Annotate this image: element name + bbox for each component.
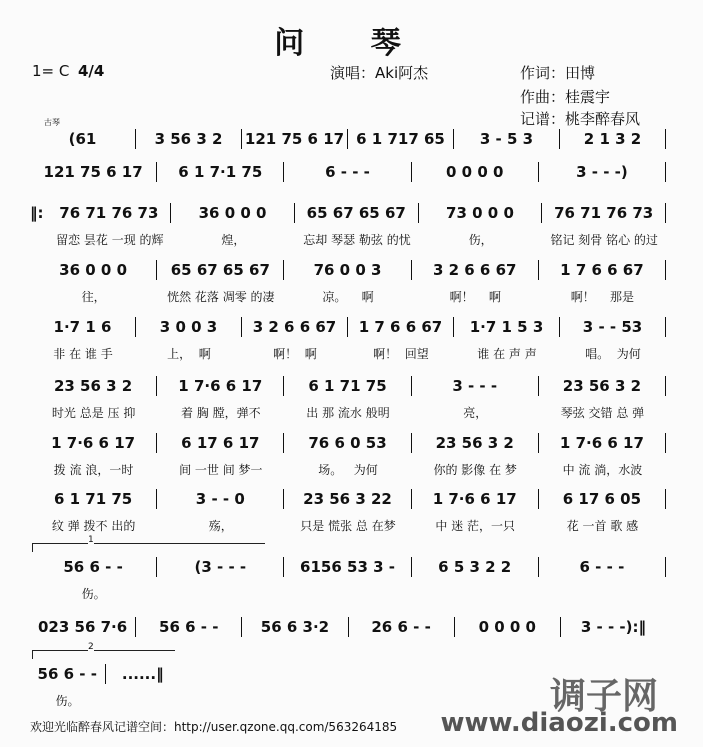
lyric: 间 一世 间 梦一 xyxy=(179,463,263,477)
bar-line xyxy=(665,203,666,223)
lyric xyxy=(105,692,180,709)
lyric xyxy=(539,585,666,602)
volta-2 xyxy=(32,642,175,659)
lyric: 着 胸 膛，弹不 xyxy=(180,406,261,420)
lyric: 时光 总是 压 抑 xyxy=(51,406,136,420)
lyric: 往， xyxy=(81,290,106,304)
measure: 76 71 76 73 xyxy=(554,204,654,222)
lyric: 纹 弹 拨不 出的 xyxy=(51,519,136,533)
measure: 3 - - - xyxy=(452,377,498,395)
measure: 56 6 - - xyxy=(37,665,97,683)
lyric: 拨 流 浪，一时 xyxy=(53,463,134,477)
notation-row xyxy=(30,203,666,223)
lyric: 中 迷 茫，一只 xyxy=(435,519,516,533)
lyric: 恍然 花落 凋零 的凄 xyxy=(167,290,275,304)
lyric: 啊！ 啊 xyxy=(449,290,501,304)
measure: 6 17 6 05 xyxy=(562,490,642,508)
measure: 1·7 1 5 3 xyxy=(469,318,544,336)
time-signature: 4/4 xyxy=(78,62,105,80)
measure: 3 0 0 3 xyxy=(159,318,218,336)
lyric: 非 在 谁 手 xyxy=(53,347,113,361)
watermark-url: www.diaozi.com xyxy=(440,708,678,738)
measure: 65 67 65 67 xyxy=(170,261,270,279)
lyrics-row xyxy=(30,692,180,709)
measure: 1·7 1 6 xyxy=(53,318,112,336)
lyric: 煌， xyxy=(221,233,246,247)
lyric: 上， 啊 xyxy=(167,347,211,361)
measure: 6 1 717 65 xyxy=(356,130,445,148)
measure: 0 0 0 0 xyxy=(446,163,504,181)
key-signature: 1= C xyxy=(32,62,70,80)
measure: 6 1 71 75 xyxy=(308,377,387,395)
volta-1 xyxy=(32,535,265,552)
measure: 121 75 6 17 xyxy=(244,130,345,148)
transcriber: 记谱：桃李醉春风 xyxy=(520,110,641,128)
bar-line xyxy=(665,557,666,577)
lyric: 啊！ 那是 xyxy=(570,290,635,304)
measure: 3 - 5 3 xyxy=(479,130,534,148)
lyrics-row xyxy=(30,288,666,305)
notation-row xyxy=(30,162,666,182)
notation-row xyxy=(30,557,666,577)
measure: 23 56 3 2 xyxy=(53,377,133,395)
notation-row xyxy=(30,433,666,453)
lyrics-row xyxy=(30,585,666,602)
notation-row xyxy=(30,129,666,149)
measure: 6 1 71 75 xyxy=(53,490,133,508)
bar-line xyxy=(665,489,666,509)
lyric: 中 流 淌，水波 xyxy=(562,463,643,477)
measure: 023 56 7·6 xyxy=(37,618,128,636)
lyricist: 作词：田博 xyxy=(520,64,596,82)
lyric: 留恋 昙花 一现 的辉 xyxy=(56,233,164,247)
measure: 36 0 0 0 xyxy=(198,204,267,222)
notation-row xyxy=(30,489,666,509)
bar-line xyxy=(665,317,666,337)
measure: 6 - - - xyxy=(325,163,370,181)
lyric: 啊！ 回望 xyxy=(373,347,429,361)
measure: 3 - - 53 xyxy=(582,318,643,336)
measure: 23 56 3 2 xyxy=(435,434,514,452)
measure: 73 0 0 0 xyxy=(446,204,514,222)
measure: 3 - - 0 xyxy=(195,490,245,508)
composer: 作曲：桂震宇 xyxy=(520,88,611,106)
measure: (61 xyxy=(68,130,97,148)
measure: 1 7·6 6 17 xyxy=(559,434,644,452)
measure: 3 - - -) xyxy=(576,163,628,181)
footer-link[interactable]: 欢迎光临醉春风记谱空间：http://user.qzone.qq.com/563264185 xyxy=(30,720,398,734)
song-title: 问 琴 xyxy=(274,26,429,61)
measure: 3 - - -):‖ xyxy=(580,618,647,636)
measure: 1 7·6 6 17 xyxy=(51,434,136,452)
notation-row xyxy=(30,617,666,637)
bar-line xyxy=(665,433,666,453)
volta-1-label: 1 xyxy=(88,535,94,545)
measure: 36 0 0 0 xyxy=(59,261,128,279)
lyric: 殇， xyxy=(208,519,233,533)
measure: 2 1 3 2 xyxy=(583,130,642,148)
lyric: 伤， xyxy=(468,233,493,247)
measure: 76 0 0 3 xyxy=(313,261,382,279)
measure: 0 0 0 0 xyxy=(478,618,536,636)
measure: 1 7 6 6 67 xyxy=(560,261,644,279)
measure: 56 6 - - xyxy=(159,618,219,636)
bar-line xyxy=(665,162,666,182)
lyric: 忘却 琴瑟 勒弦 的忧 xyxy=(303,233,411,247)
measure: 76 6 0 53 xyxy=(308,434,387,452)
notation-row xyxy=(30,376,666,396)
measure: 1 7 6 6 67 xyxy=(358,318,443,336)
lyrics-row xyxy=(30,461,666,478)
lyric: 出 那 流水 般明 xyxy=(306,406,390,420)
measure: 121 75 6 17 xyxy=(43,163,143,181)
measure: 6 - - - xyxy=(579,558,625,576)
lyric: 啊！ 啊 xyxy=(273,347,317,361)
instrument-label: 古琴 xyxy=(44,118,60,127)
repeat-start: ‖: xyxy=(30,204,44,222)
lyric: 伤。 xyxy=(55,694,80,708)
lyric: 伤。 xyxy=(81,587,106,601)
lyrics-row xyxy=(30,231,666,248)
bar-line xyxy=(665,129,666,149)
lyric: 凉。 啊 xyxy=(322,290,374,304)
lyric: 花 一首 歌 感 xyxy=(566,519,639,533)
volta-2-label: 2 xyxy=(88,642,94,652)
bar-line xyxy=(665,260,666,280)
measure: 1 7·6 6 17 xyxy=(432,490,517,508)
lyric: 你的 影像 在 梦 xyxy=(433,463,517,477)
measure: 3 2 6 6 67 xyxy=(432,261,517,279)
measure: 23 56 3 2 xyxy=(562,377,642,395)
measure: 56 6 3·2 xyxy=(260,618,330,636)
lyric: 铭记 刻骨 铭心 的过 xyxy=(550,233,658,247)
lyric: 亮， xyxy=(463,406,488,420)
measure: 65 67 65 67 xyxy=(306,204,406,222)
singer: 演唱：Aki阿杰 xyxy=(330,64,429,82)
notation-row xyxy=(30,317,666,337)
measure: (3 - - - xyxy=(194,558,247,576)
lyric xyxy=(284,585,411,602)
lyric: 只是 慌张 总 在梦 xyxy=(300,519,396,533)
measure: 23 56 3 22 xyxy=(303,490,392,508)
measure: 6 5 3 2 2 xyxy=(438,558,512,576)
lyric xyxy=(157,585,284,602)
lyrics-row xyxy=(30,517,666,534)
lyrics-indent xyxy=(30,231,48,248)
bar-line xyxy=(665,376,666,396)
lyric: 唱。 为何 xyxy=(585,347,641,361)
lyric xyxy=(412,585,539,602)
watermark-logo: 调子网 xyxy=(549,676,658,717)
measure: 6 1 7·1 75 xyxy=(178,163,263,181)
measure: ......‖ xyxy=(121,665,164,683)
notation-row xyxy=(30,260,666,280)
lyrics-row xyxy=(30,404,666,421)
measure: 3 56 3 2 xyxy=(154,130,223,148)
measure: 6156 53 3 - xyxy=(300,558,395,576)
lyric: 琴弦 交错 总 弹 xyxy=(560,406,645,420)
measure: 6 17 6 17 xyxy=(181,434,260,452)
measure: 76 71 76 73 xyxy=(59,204,159,222)
measure: 1 7·6 6 17 xyxy=(178,377,263,395)
lyric: 谁 在 声 声 xyxy=(477,347,537,361)
lyrics-row xyxy=(30,345,666,362)
measure: 56 6 - - xyxy=(63,558,123,576)
notation-row xyxy=(30,664,180,684)
lyric: 场。 为何 xyxy=(318,463,378,477)
measure: 3 2 6 6 67 xyxy=(252,318,337,336)
measure: 26 6 - - xyxy=(371,618,431,636)
